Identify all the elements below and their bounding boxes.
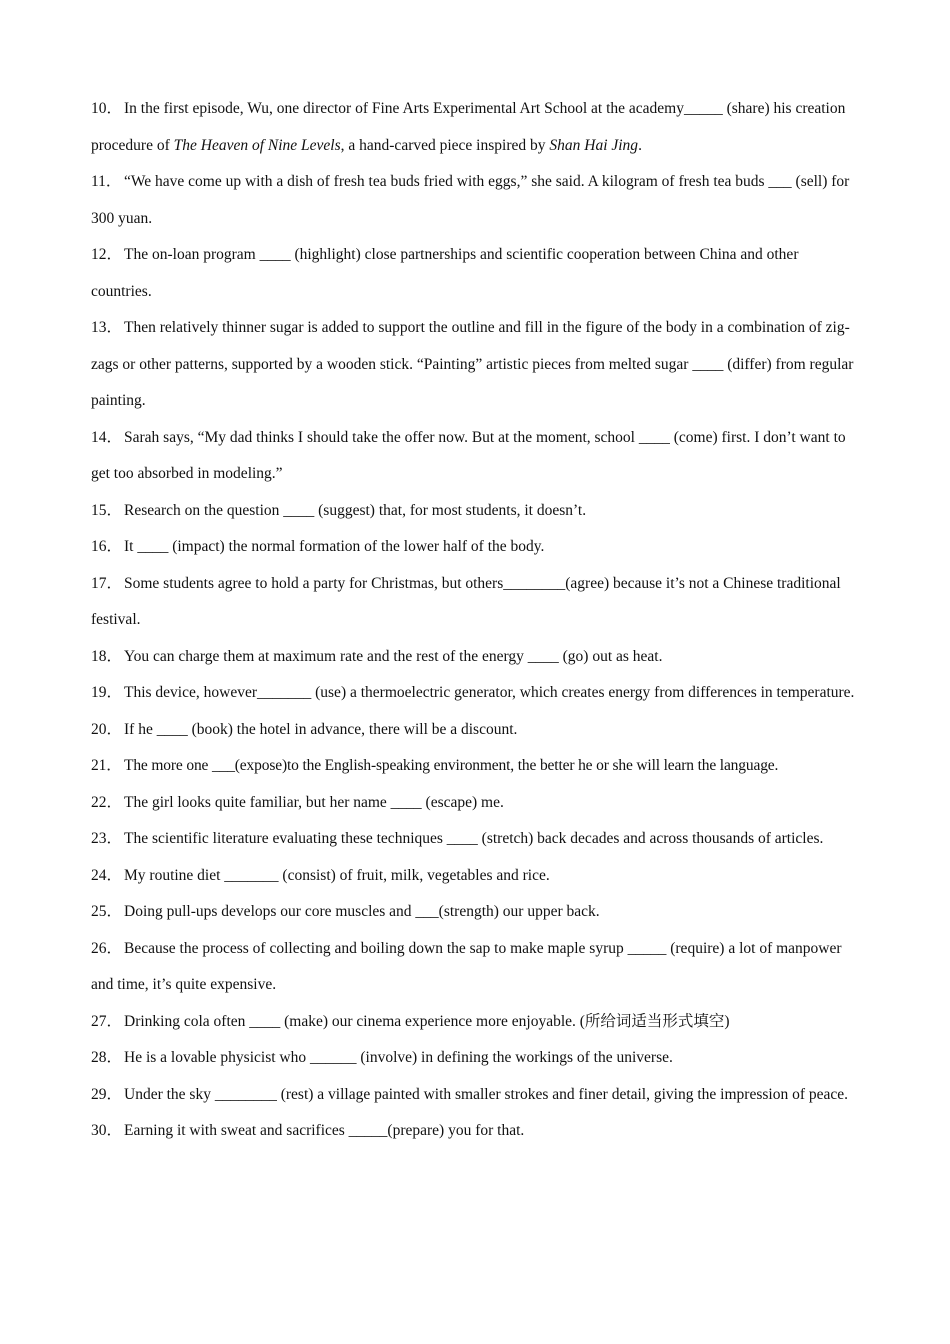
question-text: Research on the question ____ (suggest) that, for most students, it doesn’t. <box>124 501 587 519</box>
worksheet-page <box>91 91 859 1150</box>
question-16 <box>91 529 859 566</box>
question-29 <box>91 1077 859 1114</box>
question-text: Under the sky ________ (rest) a village painted with smaller strokes and finer detail, giving the impression of peace. <box>124 1085 848 1103</box>
question-text: My routine diet _______ (consist) of fruit, milk, vegetables and rice. <box>124 866 550 884</box>
question-number: 16． <box>91 538 123 555</box>
question-italic-title: Shan Hai Jing <box>549 136 639 154</box>
question-number: 20． <box>91 720 123 738</box>
question-number: 17． <box>91 574 123 592</box>
question-number: 26． <box>91 939 123 957</box>
question-text: Because the process of collecting and boiling down the sap to make maple syrup _____ (require) a lot of manpower and time, it’s quite expensive. <box>91 939 842 993</box>
question-number: 10． <box>91 100 123 117</box>
question-22 <box>91 785 859 822</box>
question-text: You can charge them at maximum rate and the rest of the energy ____ (go) out as heat. <box>124 647 663 665</box>
question-17 <box>91 566 859 639</box>
question-text: The on-loan program ____ (highlight) close partnerships and scientific cooperation between China and other countries. <box>91 246 799 300</box>
question-text: Some students agree to hold a party for Christmas, but others________(agree) because it’s not a Chinese traditional festival. <box>91 574 841 628</box>
question-number: 14． <box>91 428 123 446</box>
question-text: Earning it with sweat and sacrifices _____(prepare) you for that. <box>124 1122 525 1139</box>
question-text: The scientific literature evaluating these techniques ____ (stretch) back decades and across thousands of articles. <box>124 830 824 847</box>
question-21 <box>91 748 859 785</box>
question-text: Drinking cola often ____ (make) our cinema experience more enjoyable. (所给词适当形式填空) <box>124 1012 730 1030</box>
question-text: It ____ (impact) the normal formation of the lower half of the body. <box>124 538 545 555</box>
question-number: 25． <box>91 903 123 920</box>
question-number: 27． <box>91 1012 123 1030</box>
question-28 <box>91 1040 859 1077</box>
question-text: Doing pull-ups develops our core muscles and ___(strength) our upper back. <box>124 903 600 920</box>
question-19 <box>91 675 859 712</box>
question-13 <box>91 310 859 420</box>
question-number: 23． <box>91 830 123 847</box>
question-text: If he ____ (book) the hotel in advance, there will be a discount. <box>124 720 518 738</box>
question-text: The more one ___(expose)to the English-speaking environment, the better he or she will learn the language. <box>124 757 779 774</box>
question-14 <box>91 420 859 493</box>
question-text: “We have come up with a dish of fresh tea buds fried with eggs,” she said. A kilogram of fresh tea buds ___ (sell) for 300 yuan. <box>91 173 850 227</box>
question-20 <box>91 712 859 749</box>
question-30 <box>91 1113 859 1150</box>
question-number: 18． <box>91 647 123 665</box>
question-number: 30． <box>91 1122 123 1139</box>
question-number: 22． <box>91 793 123 811</box>
question-number: 15． <box>91 501 123 519</box>
question-text: This device, however_______ (use) a thermoelectric generator, which creates energy from differences in temperature. <box>124 684 855 701</box>
question-number: 19． <box>91 684 123 701</box>
question-number: 24． <box>91 866 123 884</box>
question-26 <box>91 931 859 1004</box>
question-23 <box>91 821 859 858</box>
question-text: The girl looks quite familiar, but her name ____ (escape) me. <box>124 793 504 811</box>
question-text: Then relatively thinner sugar is added to support the outline and fill in the figure of the body in a combination of zig-zags or other patterns, supported by a wooden stick. “Painting” artistic pieces from melted sugar ____ (differ) from regular painting. <box>91 319 854 409</box>
question-number: 21． <box>91 757 122 774</box>
question-25 <box>91 894 859 931</box>
question-10 <box>91 91 859 164</box>
question-number: 13． <box>91 319 123 336</box>
question-18 <box>91 639 859 676</box>
question-number: 29． <box>91 1085 123 1103</box>
question-number: 12． <box>91 246 123 263</box>
question-27 <box>91 1004 859 1041</box>
question-text: . <box>638 136 642 154</box>
question-italic-title: The Heaven of Nine Levels <box>173 136 341 154</box>
question-15 <box>91 493 859 530</box>
question-24 <box>91 858 859 895</box>
question-text: , a hand-carved piece inspired by <box>340 136 550 154</box>
question-text: In the first episode, Wu, one director of Fine Arts Experimental Art School at the academy_____ (share) his creation procedure of <box>91 100 846 154</box>
question-text: He is a lovable physicist who ______ (involve) in defining the workings of the universe. <box>124 1049 673 1066</box>
question-11 <box>91 164 859 237</box>
question-number: 28． <box>91 1049 123 1066</box>
question-12 <box>91 237 859 310</box>
question-number: 11． <box>91 173 122 190</box>
question-text: Sarah says, “My dad thinks I should take the offer now. But at the moment, school ____ (come) first. I don’t want to get too absorbed in modeling.” <box>91 428 846 482</box>
